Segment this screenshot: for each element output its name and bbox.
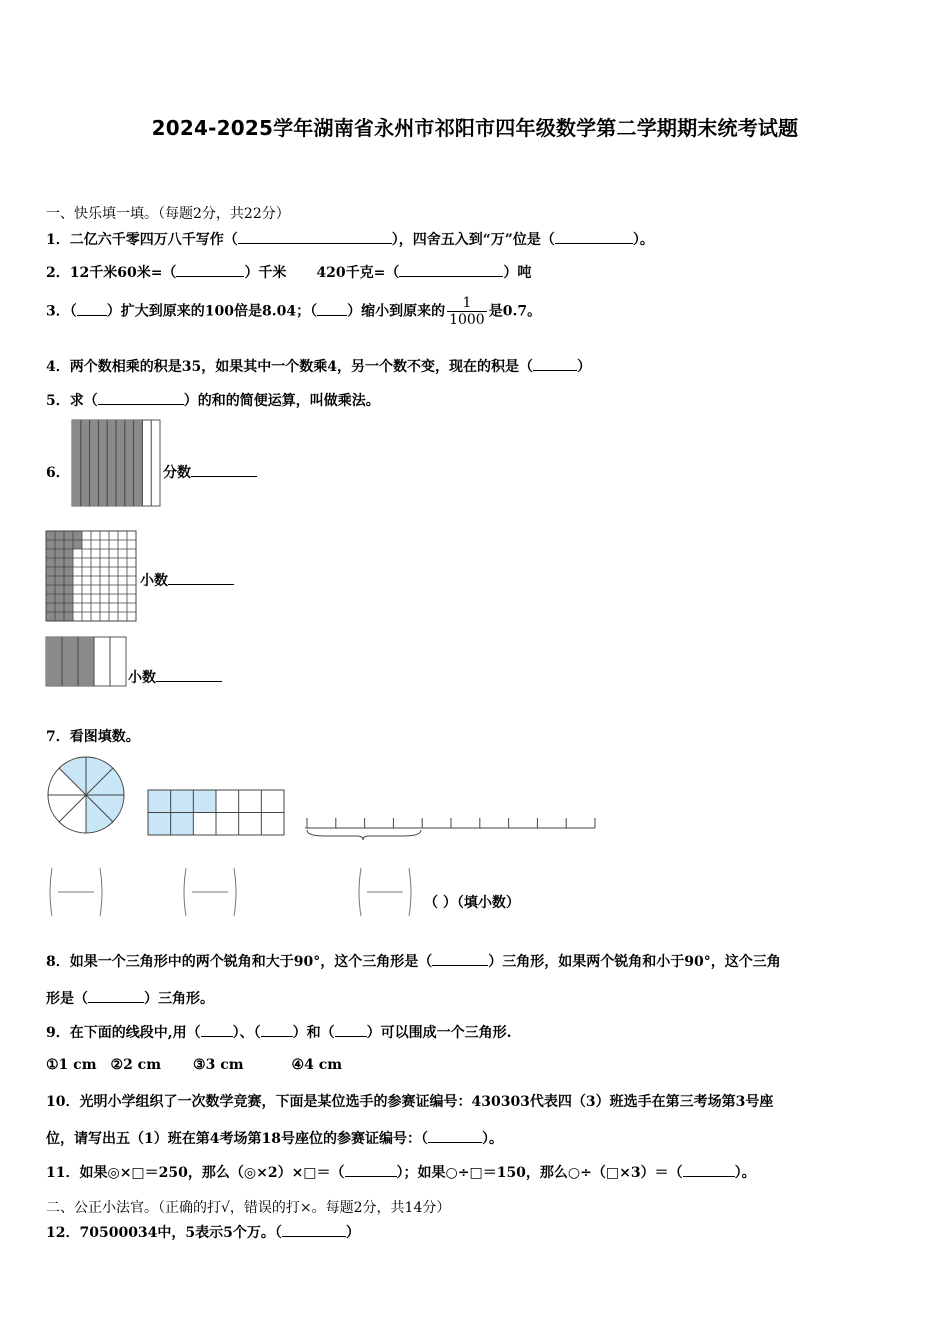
q8-text-a: 8．如果一个三角形中的两个锐角和大于90°，这个三角形是（ — [46, 954, 433, 970]
q4-text-a: 4．两个数相乘的积是35，如果其中一个数乘4，另一个数不变，现在的积是（ — [46, 359, 533, 375]
q9-answer-blank-2[interactable] — [261, 1024, 293, 1037]
q9-option-2: ②2 cm — [110, 1057, 162, 1073]
q6-strip-shaded — [46, 637, 94, 686]
q8-answer-blank-1[interactable] — [432, 953, 488, 966]
q10-answer-blank[interactable] — [428, 1130, 482, 1143]
q12-answer-blank[interactable] — [282, 1224, 346, 1237]
q6-bar-figure — [72, 420, 162, 506]
q6-fraction-label: 分数 — [163, 465, 191, 481]
q12-text-a: 12．70500034中，5表示5个万。（ — [46, 1225, 282, 1241]
q11-answer-blank-1[interactable] — [345, 1164, 397, 1177]
q9-text-d: ）可以围成一个三角形. — [366, 1025, 512, 1041]
q7-decimal-answer — [424, 892, 520, 912]
fraction-numerator: 1 — [447, 295, 487, 312]
section-1-heading: 一、快乐填一填。（每题2分，共22分） — [46, 206, 290, 222]
question-9 — [46, 1022, 512, 1042]
q11-text-c: ）。 — [734, 1165, 756, 1181]
q7-rect-shaded-top — [148, 790, 216, 813]
q9-text-b: ）、（ — [232, 1025, 261, 1041]
q7-circle-figure — [44, 755, 130, 835]
question-11 — [46, 1162, 756, 1182]
q5-text-b: ）的和的简便运算，叫做乘法。 — [183, 393, 380, 409]
q8-text-b: ）三角形，如果两个锐角和小于90°，这个三角 — [488, 954, 781, 970]
q2-text-b: ）千米 — [244, 265, 287, 281]
q2-answer-blank-2[interactable] — [399, 264, 503, 277]
q9-text-c: ）和（ — [292, 1025, 335, 1041]
q9-text-a: 9．在下面的线段中,用（ — [46, 1025, 201, 1041]
q6-answer-blank-2[interactable] — [168, 572, 234, 585]
q6-decimal-label-1: 小数 — [140, 573, 168, 589]
q8-text-d: ）三角形。 — [144, 991, 214, 1007]
q3-text-c: ）缩小到原来的 — [347, 303, 446, 320]
q8-text-c: 形是（ — [46, 991, 88, 1007]
q9-option-1: ①1 cm — [46, 1057, 97, 1073]
q11-text-b: ）；如果○÷□＝150，那么○÷（□×3）＝（ — [396, 1165, 683, 1181]
q7-answer-fraction-1[interactable] — [48, 866, 106, 920]
q6-label-3 — [128, 667, 222, 687]
q6-grid-figure — [46, 531, 138, 623]
q3-answer-blank-2[interactable] — [317, 303, 347, 316]
q2-text-c: 420千克=（ — [316, 265, 400, 281]
q6-answer-blank-1[interactable] — [191, 464, 257, 477]
q3-text-b: ）扩大到原来的100倍是8.04；（ — [106, 303, 318, 320]
q7-number-line — [305, 812, 597, 842]
q9-answer-blank-1[interactable] — [201, 1024, 233, 1037]
question-7: 7．看图填数。 — [46, 729, 140, 745]
q10-text-c: ）。 — [481, 1131, 503, 1147]
question-10-line-2 — [46, 1128, 503, 1148]
q6-answer-blank-3[interactable] — [156, 669, 222, 682]
q9-option-4: ④4 cm — [291, 1057, 343, 1073]
q7-number-line-brace — [307, 830, 421, 840]
q3-answer-blank-1[interactable] — [77, 303, 107, 316]
q3-text-d: 是0.7。 — [488, 303, 542, 320]
q9-answer-blank-3[interactable] — [335, 1024, 367, 1037]
q11-answer-blank-2[interactable] — [683, 1164, 735, 1177]
section-2-heading: 二、公正小法官。（正确的打√，错误的打×。每题2分，共14分） — [46, 1200, 451, 1216]
question-3 — [46, 295, 541, 328]
q6-strip-figure — [46, 637, 128, 687]
q11-text-a: 11．如果◎×□＝250，那么（◎×2）×□＝（ — [46, 1165, 345, 1181]
q7-circle-shaded-slice — [59, 757, 86, 795]
q5-text-a: 5．求（ — [46, 393, 98, 409]
q7-decimal-hint: （填小数） — [456, 895, 520, 911]
question-8-line-2 — [46, 988, 214, 1008]
question-8-line-1 — [46, 951, 781, 971]
fraction — [447, 295, 487, 328]
q9-option-3: ③3 cm — [193, 1057, 244, 1073]
q7-number-line-ticks — [307, 818, 595, 828]
q3-text-a: 3．（ — [46, 303, 77, 320]
q12-text-b: ） — [345, 1225, 360, 1241]
q6-number: 6． — [46, 465, 70, 481]
q1-text-a: 1．二亿六千零四万八千写作（ — [46, 232, 238, 248]
q10-text-b: 位，请写出五（1）班在第4考场第18号座位的参赛证编号：（ — [46, 1131, 428, 1147]
q6-decimal-label-2: 小数 — [128, 670, 156, 686]
q7-answer-fraction-2[interactable] — [182, 866, 240, 920]
question-10-line-1: 10．光明小学组织了一次数学竞赛，下面是某位选手的参赛证编号：430303代表四（3）班选手在第三考场第3号座 — [46, 1094, 774, 1110]
fraction-denominator: 1000 — [449, 312, 485, 328]
page-title: 2024-2025学年湖南省永州市祁阳市四年级数学第二学期期末统考试题 — [151, 116, 799, 140]
q5-answer-blank[interactable] — [98, 392, 184, 405]
q2-answer-blank-1[interactable] — [176, 264, 244, 277]
q7-circle-dividers — [48, 757, 124, 833]
q1-answer-blank-2[interactable] — [555, 231, 633, 244]
q6-label-2 — [140, 570, 234, 590]
question-5 — [46, 390, 380, 410]
question-2 — [46, 262, 531, 282]
q1-text-b: ），四舍五入到“万”位是（ — [391, 232, 555, 248]
q1-text-c: ）。 — [632, 232, 654, 248]
q7-rect-figure — [148, 790, 288, 838]
question-4 — [46, 356, 591, 376]
q2-text-a: 2．12千米60米=（ — [46, 265, 177, 281]
q8-answer-blank-2[interactable] — [88, 990, 144, 1003]
q4-text-b: ） — [576, 359, 591, 375]
q7-answer-fraction-3[interactable] — [357, 866, 415, 920]
q7-decimal-blank[interactable]: （ ） — [424, 895, 457, 911]
q2-text-d: ）吨 — [503, 265, 532, 281]
question-1 — [46, 229, 654, 249]
question-12 — [46, 1222, 360, 1242]
q9-options — [46, 1057, 342, 1073]
q4-answer-blank[interactable] — [533, 358, 577, 371]
q1-answer-blank-1[interactable] — [238, 231, 392, 244]
q6-label-1 — [163, 462, 257, 482]
